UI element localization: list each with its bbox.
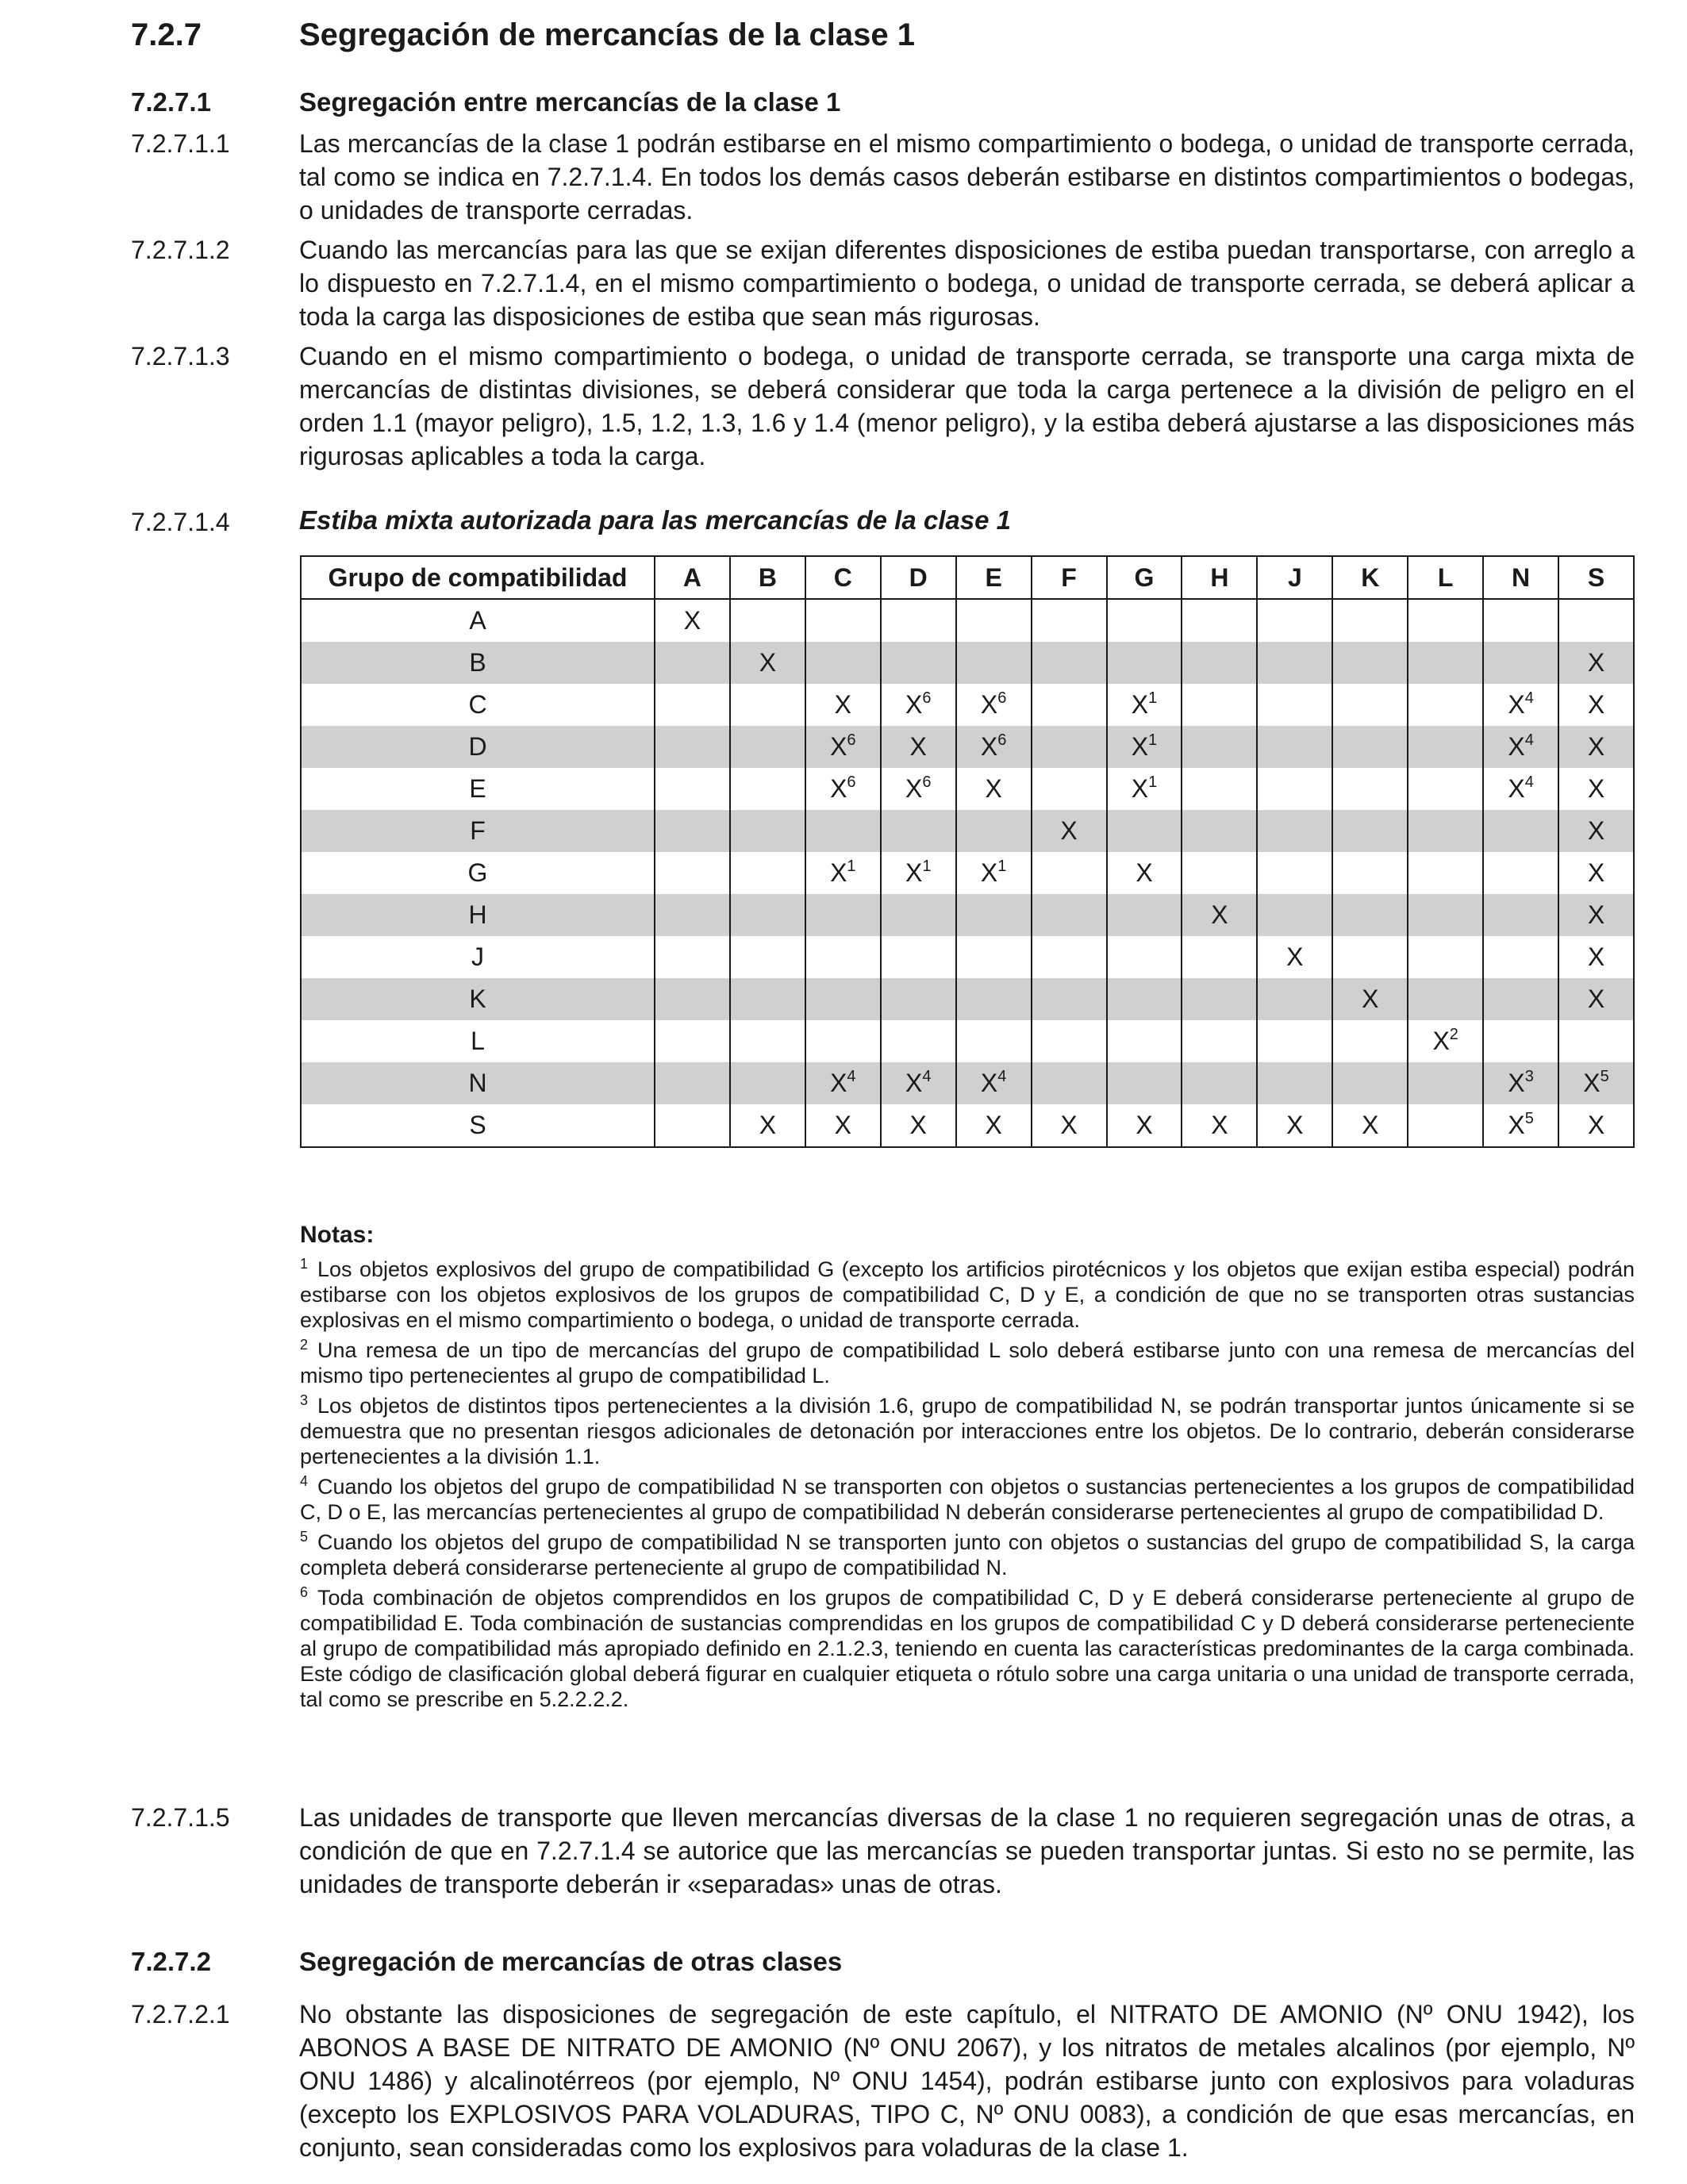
table-cell: [730, 1020, 805, 1062]
compatibility-table: [300, 555, 1635, 1148]
table-cell: $X^1$: [1107, 726, 1182, 768]
table-cell: [655, 1020, 730, 1062]
table-cell: [956, 599, 1032, 642]
column-header-g: G: [1107, 556, 1182, 599]
table-cell: X: [1332, 1104, 1408, 1147]
row-label: S: [301, 1104, 655, 1147]
table-cell: [1408, 642, 1483, 684]
table-cell: [956, 936, 1032, 978]
row-label: L: [301, 1020, 655, 1062]
table-cell: X: [1332, 978, 1408, 1020]
table-cell: X: [1558, 852, 1634, 894]
table-cell: [730, 684, 805, 726]
row-label: J: [301, 936, 655, 978]
table-cell: [1032, 1020, 1107, 1062]
paragraph-text: Cuando en el mismo compartimiento o bodega, o unidad de transporte cerrada, se transporte una carga mixta de mercancías de distintas divisiones, se deberá considerar que toda la carga pertenece a la división de peligro en el orden 1.1 (mayor peligro), 1.5, 1.2, 1.3, 1.6 y 1.4 (menor peligro), y la estiba deberá ajustarse a las disposiciones más rigurosas aplicables a toda la carga.: [299, 342, 1635, 470]
table-cell: X: [655, 599, 730, 642]
table-cell: [956, 810, 1032, 852]
paragraph-number: 7.2.7.2.1: [131, 2000, 230, 2029]
table-cell: [1032, 1062, 1107, 1104]
table-cell: [805, 936, 881, 978]
table-cell: [730, 894, 805, 936]
table-cell: X: [956, 1104, 1032, 1147]
footnote-reference: 6: [997, 689, 1007, 707]
footnote-text: Los objetos de distintos tipos pertenecientes a la división 1.6, grupo de compatibilidad N, se podrán transportar juntos únicamente si se demuestra que no presentan riesgos adicionales de detonación por interacciones entre los objetos. De lo contrario, deberán considerarse pertenecientes a la división 1.1.: [300, 1394, 1635, 1468]
table-cell: [1032, 726, 1107, 768]
column-header-h: H: [1182, 556, 1257, 599]
footnote-text: Una remesa de un tipo de mercancías del grupo de compatibilidad L solo deberá estibarse junto con una remesa de mercancías del mismo tipo pertenecientes al grupo de compatibilidad L.: [300, 1338, 1635, 1388]
table-cell: $X^1$: [956, 852, 1032, 894]
table-cell: [881, 978, 956, 1020]
table-cell: $X^4$: [956, 1062, 1032, 1104]
table-cell: [1408, 810, 1483, 852]
footnote-reference: 3: [1524, 1068, 1534, 1085]
table-cell: [655, 936, 730, 978]
table-cell: X: [805, 684, 881, 726]
footnote-mark: 3: [300, 1392, 309, 1408]
table-cell: [1257, 642, 1332, 684]
table-cell: X: [956, 768, 1032, 810]
table-cell: $X^4$: [805, 1062, 881, 1104]
table-row: [301, 642, 1634, 684]
table-cell: [1257, 894, 1332, 936]
table-cell: [1332, 599, 1408, 642]
row-label: A: [301, 599, 655, 642]
footnote: [300, 1393, 1635, 1469]
table-row: [301, 726, 1634, 768]
row-label: B: [301, 642, 655, 684]
table-cell: [1257, 810, 1332, 852]
table-cell: [1032, 599, 1107, 642]
table-cell: [1483, 642, 1558, 684]
table-cell: $X^4$: [1483, 684, 1558, 726]
table-cell: [1257, 852, 1332, 894]
table-cell: [1332, 768, 1408, 810]
table-cell: X: [1182, 1104, 1257, 1147]
footnote-reference: 1: [1148, 731, 1158, 749]
table-cell: [1408, 1062, 1483, 1104]
table-cell: X: [1558, 936, 1634, 978]
table-cell: [956, 978, 1032, 1020]
table-cell: [1107, 894, 1182, 936]
subsection-title: Segregación de mercancías de otras clases: [299, 1947, 843, 1976]
table-cell: [1182, 852, 1257, 894]
table-cell: [1032, 978, 1107, 1020]
table-cell: [956, 1020, 1032, 1062]
column-header-c: C: [805, 556, 881, 599]
table-cell: [1182, 726, 1257, 768]
table-cell: [730, 810, 805, 852]
table-cell: [1182, 936, 1257, 978]
table-cell: [655, 894, 730, 936]
table-cell: [1182, 642, 1257, 684]
footnote-reference: 4: [1524, 689, 1534, 707]
footnote-text: Toda combinación de objetos comprendidos en los grupos de compatibilidad C, D y E deberá considerarse perteneciente al grupo de compatibilidad E. Toda combinación de sustancias comprendidas en los grupos de compatibilidad C y D deberá considerarse perteneciente al grupo de compatibilidad más apropiado definido en 2.1.2.3, teniendo en cuenta las características predominantes de la carga combinada. Este código de clasificación global deberá figurar en cualquier etiqueta o rótulo sobre una carga unitaria o una unidad de transporte cerrada, tal como se prescribe en 5.2.2.2.2.: [300, 1586, 1635, 1711]
table-cell: [956, 894, 1032, 936]
table-cell: [881, 894, 956, 936]
footnote-mark: 1: [300, 1256, 309, 1272]
table-row: [301, 1104, 1634, 1147]
footnote-reference: 1: [847, 858, 856, 875]
table-cell: $X^6$: [956, 684, 1032, 726]
table-cell: [655, 642, 730, 684]
footnote-reference: 4: [997, 1068, 1007, 1085]
table-cell: [1182, 1062, 1257, 1104]
footnote-reference: 2: [1449, 1026, 1458, 1043]
table-cell: [805, 978, 881, 1020]
table-cell: [1408, 852, 1483, 894]
footnote-reference: 5: [1524, 1110, 1534, 1127]
table-cell: [1032, 768, 1107, 810]
table-cell: [1107, 1020, 1182, 1062]
row-label: K: [301, 978, 655, 1020]
table-cell: [655, 810, 730, 852]
table-cell: [1107, 936, 1182, 978]
table-cell: [1257, 1062, 1332, 1104]
table-cell: $X^5$: [1483, 1104, 1558, 1147]
footnote-reference: 1: [1148, 773, 1158, 791]
row-label: C: [301, 684, 655, 726]
table-cell: [1182, 768, 1257, 810]
footnote-reference: 4: [922, 1068, 932, 1085]
table-cell: [1408, 894, 1483, 936]
table-cell: X: [1558, 684, 1634, 726]
table-cell: [730, 726, 805, 768]
notes-section: [300, 1222, 1635, 1717]
table-cell: [1332, 810, 1408, 852]
footnote-reference: 6: [997, 731, 1007, 749]
subsection-number: 7.2.7.2: [131, 1947, 211, 1976]
table-row: [301, 1062, 1634, 1104]
column-header-e: E: [956, 556, 1032, 599]
paragraph-number: 7.2.7.1.2: [131, 236, 230, 264]
table-cell: [805, 894, 881, 936]
table-cell: $X^1$: [1107, 684, 1182, 726]
footnote-text: Cuando los objetos del grupo de compatibilidad N se transporten con objetos o sustancias pertenecientes a los grupos de compatibilidad C, D o E, las mercancías pertenecientes al grupo de compatibilidad N deberán considerarse pertenecientes al grupo de compatibilidad D.: [300, 1475, 1635, 1524]
table-cell: [1182, 810, 1257, 852]
table-cell: X: [1182, 894, 1257, 936]
table-cell: X: [730, 1104, 805, 1147]
table-cell: [1408, 1104, 1483, 1147]
table-cell: X: [1032, 810, 1107, 852]
table-cell: $X^6$: [881, 684, 956, 726]
column-header-b: B: [730, 556, 805, 599]
table-cell: [730, 936, 805, 978]
table-row: [301, 894, 1634, 936]
table-cell: [881, 810, 956, 852]
table-cell: X: [1558, 726, 1634, 768]
table-cell: [1182, 599, 1257, 642]
table-row: [301, 978, 1634, 1020]
table-cell: [1257, 599, 1332, 642]
table-corner-header: Grupo de compatibilidad: [301, 556, 655, 599]
table-cell: [1182, 978, 1257, 1020]
table-cell: X: [1107, 852, 1182, 894]
paragraph-number: 7.2.7.1.4: [131, 508, 230, 536]
table-cell: [1483, 810, 1558, 852]
table-cell: [1107, 1062, 1182, 1104]
table-cell: [1257, 978, 1332, 1020]
table-cell: [1107, 642, 1182, 684]
section-title: Segregación de mercancías de la clase 1: [299, 17, 915, 52]
table-cell: [1107, 810, 1182, 852]
table-cell: [1257, 726, 1332, 768]
table-cell: X: [1558, 1104, 1634, 1147]
table-cell: [1408, 936, 1483, 978]
table-cell: $X^4$: [1483, 726, 1558, 768]
table-cell: X: [1257, 1104, 1332, 1147]
table-cell: $X^3$: [1483, 1062, 1558, 1104]
table-cell: X: [881, 726, 956, 768]
table-cell: [1332, 852, 1408, 894]
column-header-d: D: [881, 556, 956, 599]
table-cell: [730, 852, 805, 894]
table-cell: [1558, 599, 1634, 642]
paragraph-text: Las mercancías de la clase 1 podrán estibarse en el mismo compartimiento o bodega, o unidad de transporte cerrada, tal como se indica en 7.2.7.1.4. En todos los demás casos deberán estibarse en distintos compartimientos o bodegas, o unidades de transporte cerradas.: [299, 129, 1635, 225]
row-label: H: [301, 894, 655, 936]
table-cell: $X^6$: [881, 768, 956, 810]
table-cell: X: [1257, 936, 1332, 978]
table-cell: $X^5$: [1558, 1062, 1634, 1104]
table-cell: X: [1558, 642, 1634, 684]
table-cell: [1408, 726, 1483, 768]
table-cell: [1332, 936, 1408, 978]
table-cell: [805, 1020, 881, 1062]
table-row: [301, 768, 1634, 810]
row-label: G: [301, 852, 655, 894]
table-cell: [730, 1062, 805, 1104]
table-cell: [1483, 936, 1558, 978]
paragraph-number: 7.2.7.1.3: [131, 342, 230, 370]
table-cell: [730, 978, 805, 1020]
table-cell: [956, 642, 1032, 684]
row-label: F: [301, 810, 655, 852]
table-cell: [655, 1104, 730, 1147]
table-cell: [1107, 599, 1182, 642]
table-cell: [1332, 894, 1408, 936]
footnote-reference: 4: [1524, 731, 1534, 749]
paragraph-number: 7.2.7.1.5: [131, 1803, 230, 1832]
subsection-number: 7.2.7.1: [131, 87, 211, 117]
table-row: [301, 684, 1634, 726]
table-cell: $X^1$: [881, 852, 956, 894]
table-cell: X: [881, 1104, 956, 1147]
table-cell: [1257, 768, 1332, 810]
table-cell: [1408, 768, 1483, 810]
table-cell: [1332, 726, 1408, 768]
table-cell: [1408, 684, 1483, 726]
table-cell: [655, 1062, 730, 1104]
table-row: [301, 852, 1634, 894]
table-cell: [655, 684, 730, 726]
table-cell: [1032, 894, 1107, 936]
table-row: [301, 1020, 1634, 1062]
table-cell: [730, 599, 805, 642]
row-label: N: [301, 1062, 655, 1104]
paragraph-text: No obstante las disposiciones de segregación de este capítulo, el NITRATO DE AMONIO (Nº ONU 1942), los ABONOS A BASE DE NITRATO DE AMONIO (Nº ONU 2067), y los nitratos de metales alcalinos (por ejemplo, Nº ONU 1486) y alcalinotérreos (por ejemplo, Nº ONU 1454), podrán estibarse junto con explosivos para voladuras (excepto los EXPLOSIVOS PARA VOLADURAS, TIPO C, Nº ONU 0083), a condición de que esas mercancías, en conjunto, sean consideradas como los explosivos para voladuras de la clase 1.: [299, 2000, 1635, 2162]
footnote-reference: 4: [1524, 773, 1534, 791]
table-cell: [1558, 1020, 1634, 1062]
row-label: E: [301, 768, 655, 810]
column-header-j: J: [1257, 556, 1332, 599]
footnote: [300, 1530, 1635, 1580]
table-cell: [1257, 684, 1332, 726]
row-label: D: [301, 726, 655, 768]
table-cell: [655, 852, 730, 894]
table-cell: $X^6$: [805, 768, 881, 810]
column-header-a: A: [655, 556, 730, 599]
table-cell: [1483, 1020, 1558, 1062]
table-cell: [1483, 599, 1558, 642]
footnote-reference: 6: [922, 773, 932, 791]
paragraph-text: Las unidades de transporte que lleven mercancías diversas de la clase 1 no requieren segregación unas de otras, a condición de que en 7.2.7.1.4 se autorice que las mercancías se pueden transportar juntas. Si esto no se permite, las unidades de transporte deberán ir «separadas» unas de otras.: [299, 1803, 1635, 1898]
footnote-text: Cuando los objetos del grupo de compatibilidad N se transporten junto con objetos o sustancias del grupo de compatibilidad S, la carga completa deberá considerarse perteneciente al grupo de compatibilidad N.: [300, 1530, 1635, 1579]
table-cell: [655, 978, 730, 1020]
table-cell: [1332, 642, 1408, 684]
footnote-reference: 4: [847, 1068, 856, 1085]
footnote-reference: 6: [922, 689, 932, 707]
footnote: [300, 1257, 1635, 1333]
table-cell: [1032, 684, 1107, 726]
table-cell: $X^6$: [956, 726, 1032, 768]
table-cell: [805, 642, 881, 684]
table-cell: [1483, 894, 1558, 936]
table-row: [301, 936, 1634, 978]
table-cell: $X^2$: [1408, 1020, 1483, 1062]
table-cell: [1332, 1062, 1408, 1104]
table-cell: [1182, 1020, 1257, 1062]
table-cell: X: [1558, 894, 1634, 936]
footnote-reference: 1: [922, 858, 932, 875]
table-cell: $X^1$: [1107, 768, 1182, 810]
table-cell: [881, 642, 956, 684]
footnote-reference: 6: [847, 773, 856, 791]
column-header-k: K: [1332, 556, 1408, 599]
footnote-mark: 2: [300, 1337, 309, 1353]
table-cell: X: [1558, 768, 1634, 810]
footnote-reference: 1: [1148, 689, 1158, 707]
table-cell: [1257, 1020, 1332, 1062]
paragraph-text: Cuando las mercancías para las que se exijan diferentes disposiciones de estiba puedan transportarse, con arreglo a lo dispuesto en 7.2.7.1.4, en el mismo compartimiento o bodega, o unidad de transporte cerrada, se deberá aplicar a toda la carga las disposiciones de estiba que sean más rigurosas.: [299, 236, 1635, 331]
footnote-reference: 1: [997, 858, 1007, 875]
column-header-f: F: [1032, 556, 1107, 599]
notes-title: Notas:: [300, 1222, 375, 1248]
table-cell: [1483, 978, 1558, 1020]
table-cell: [1483, 852, 1558, 894]
table-cell: X: [805, 1104, 881, 1147]
table-row: [301, 810, 1634, 852]
table-cell: [805, 599, 881, 642]
footnote: [300, 1338, 1635, 1388]
table-cell: [1032, 852, 1107, 894]
table-cell: [881, 936, 956, 978]
table-cell: [805, 810, 881, 852]
table-cell: [1408, 599, 1483, 642]
footnote-reference: 5: [1600, 1068, 1609, 1085]
footnote-mark: 4: [300, 1473, 309, 1489]
table-cell: [655, 726, 730, 768]
footnote-text: Los objetos explosivos del grupo de compatibilidad G (excepto los artificios pirotécnicos y los objetos que exijan estiba especial) podrán estibarse con los objetos explosivos de los grupos de compatibilidad C, D y E, a condición de que no se transporten otras sustancias explosivas en el mismo compartimiento o bodega, o unidad de transporte cerrada.: [300, 1257, 1635, 1332]
table-cell: X: [1107, 1104, 1182, 1147]
table-cell: $X^4$: [1483, 768, 1558, 810]
section-number: 7.2.7: [131, 17, 202, 52]
table-cell: [1332, 1020, 1408, 1062]
table-cell: [1032, 936, 1107, 978]
table-cell: $X^6$: [805, 726, 881, 768]
table-cell: [655, 768, 730, 810]
column-header-l: L: [1408, 556, 1483, 599]
table-cell: [1408, 978, 1483, 1020]
table-cell: [1032, 642, 1107, 684]
table-cell: X: [1558, 978, 1634, 1020]
footnote-mark: 6: [300, 1584, 309, 1600]
table-cell: [1182, 684, 1257, 726]
footnote: [300, 1474, 1635, 1525]
column-header-s: S: [1558, 556, 1634, 599]
table-row: [301, 599, 1634, 642]
table-cell: $X^1$: [805, 852, 881, 894]
table-cell: X: [1558, 810, 1634, 852]
table-header-row: [301, 556, 1634, 599]
footnote-mark: 5: [300, 1529, 309, 1545]
table-cell: [881, 599, 956, 642]
footnote: [300, 1585, 1635, 1712]
table-cell: X: [730, 642, 805, 684]
footnote-reference: 6: [847, 731, 856, 749]
column-header-n: N: [1483, 556, 1558, 599]
table-cell: [881, 1020, 956, 1062]
table-cell: [730, 768, 805, 810]
table-cell: $X^4$: [881, 1062, 956, 1104]
table-cell: [1107, 978, 1182, 1020]
subsection-title: Segregación entre mercancías de la clase 1: [299, 87, 841, 117]
table-cell: [1332, 684, 1408, 726]
table-cell: X: [1032, 1104, 1107, 1147]
table-title: Estiba mixta autorizada para las mercancías de la clase 1: [299, 505, 1011, 535]
paragraph-number: 7.2.7.1.1: [131, 129, 230, 158]
